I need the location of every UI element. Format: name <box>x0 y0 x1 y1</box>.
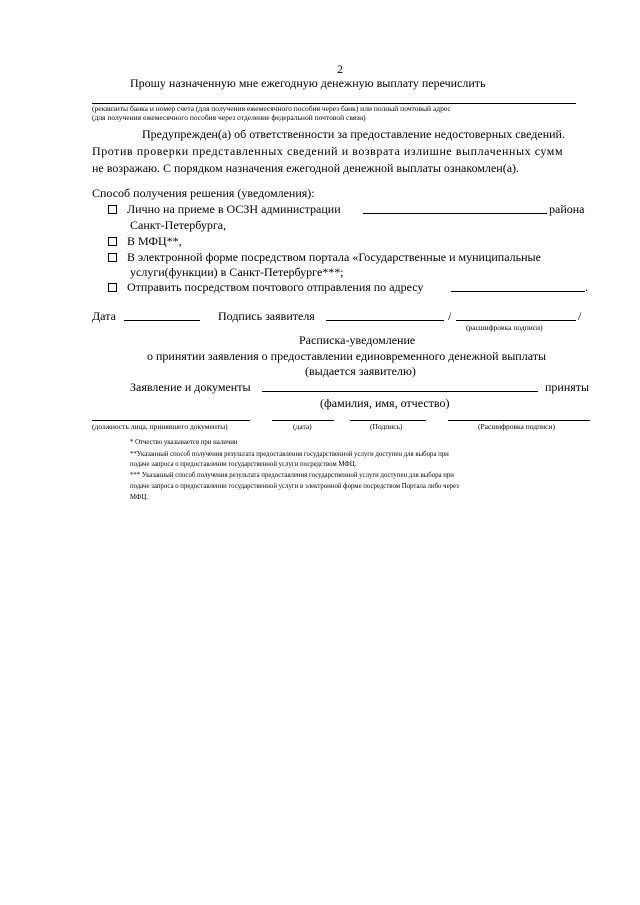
receipt-given-note: (выдается заявителю) <box>305 364 416 378</box>
date-label: Дата <box>92 309 116 323</box>
position-caption: (должность лица, принявшего документы) <box>92 422 228 431</box>
footnote-2a: **Указанный способ получения результата предоставления государственной услуги доступен для выбора при <box>130 451 449 458</box>
receipt-sign-caption: (Подпись) <box>370 422 403 431</box>
signature-decode-field[interactable] <box>456 320 576 321</box>
district-field[interactable] <box>363 213 547 214</box>
post-address-field[interactable] <box>451 291 585 292</box>
warning-line-3: не возражаю. С порядком назначения ежегодной денежной выплаты ознакомлен(а). <box>92 161 520 175</box>
warning-line-2: Против проверки представленных сведений и возврата излишне выплаченных сумм <box>92 144 564 158</box>
docs-accepted: приняты <box>545 380 590 394</box>
method-title: Способ получения решения (уведомления): <box>92 186 315 200</box>
signature-field[interactable] <box>326 320 444 321</box>
postal-address-hint: (для получения ежемесячного пособия через отделение федеральной почтовой связи) <box>92 113 366 122</box>
option-electronic-label: В электронной форме посредством портала «Государственные и муниципальные <box>127 250 541 264</box>
option-in-person[interactable] <box>108 202 341 217</box>
option-in-person-label: Лично на приеме в ОСЗН администрации <box>127 202 341 216</box>
option-electronic-label-2: услуги(функции) в Санкт-Петербурге***; <box>130 265 344 279</box>
checkbox-mfc[interactable] <box>108 237 117 246</box>
receipt-subtitle: о принятии заявления о предоставлении единовременного денежной выплаты <box>147 349 547 363</box>
option-in-person-city: Санкт-Петербурга, <box>130 218 227 232</box>
fio-caption: (фамилия, имя, отчество) <box>320 396 450 410</box>
checkbox-post[interactable] <box>108 283 117 292</box>
warning-line-1: Предупрежден(а) об ответственности за предоставление недостоверных сведений. <box>142 127 565 141</box>
docs-label: Заявление и документы <box>130 380 251 394</box>
footnote-1: * Отчество указывается при наличии <box>130 439 238 446</box>
receipt-decode-field[interactable] <box>448 420 590 421</box>
receipt-decode-caption: (Расшифровка подписи) <box>478 422 555 431</box>
footnote-3a: *** Указанный способ получения результата предоставления государственной услуги доступен для выбора при <box>130 472 454 479</box>
district-suffix: района <box>549 202 585 216</box>
docs-recipient-field[interactable] <box>262 391 538 392</box>
bank-details-hint: (реквизиты банка и номер счета (для получения ежемесячного пособия через банк) или полный почтовый адрес <box>92 104 451 113</box>
footnote-3c: МФЦ. <box>130 494 148 501</box>
signature-decode-caption: (расшифровка подписи) <box>466 323 543 332</box>
option-mfc[interactable] <box>108 234 182 249</box>
footnote-2b: подаче запроса о предоставлении государственной услуги посредством МФЦ. <box>130 461 357 468</box>
signature-slash: / <box>448 309 452 323</box>
receipt-date-field[interactable] <box>272 420 334 421</box>
transfer-request-text: Прошу назначенную мне ежегодную денежную выплату перечислить <box>130 76 486 90</box>
signature-slash-2: / <box>578 309 582 323</box>
date-field[interactable] <box>124 320 200 321</box>
option-electronic[interactable] <box>108 250 541 265</box>
signature-label: Подпись заявителя <box>218 309 315 323</box>
option-post[interactable] <box>108 280 423 295</box>
footnote-3b: подаче запроса о предоставлении государственной услуги в электронной форме посредством Портала либо через <box>130 483 459 490</box>
option-post-label: Отправить посредством почтового отправления по адресу <box>127 280 424 294</box>
receipt-title: Расписка-уведомление <box>299 333 416 347</box>
checkbox-in-person[interactable] <box>108 205 117 214</box>
receipt-date-caption: (дата) <box>293 422 312 431</box>
position-field[interactable] <box>92 420 250 421</box>
option-mfc-label: В МФЦ**, <box>127 234 182 248</box>
post-address-end: . <box>585 280 588 294</box>
page-number: 2 <box>337 62 343 76</box>
checkbox-electronic[interactable] <box>108 253 117 262</box>
receipt-sign-field[interactable] <box>350 420 426 421</box>
